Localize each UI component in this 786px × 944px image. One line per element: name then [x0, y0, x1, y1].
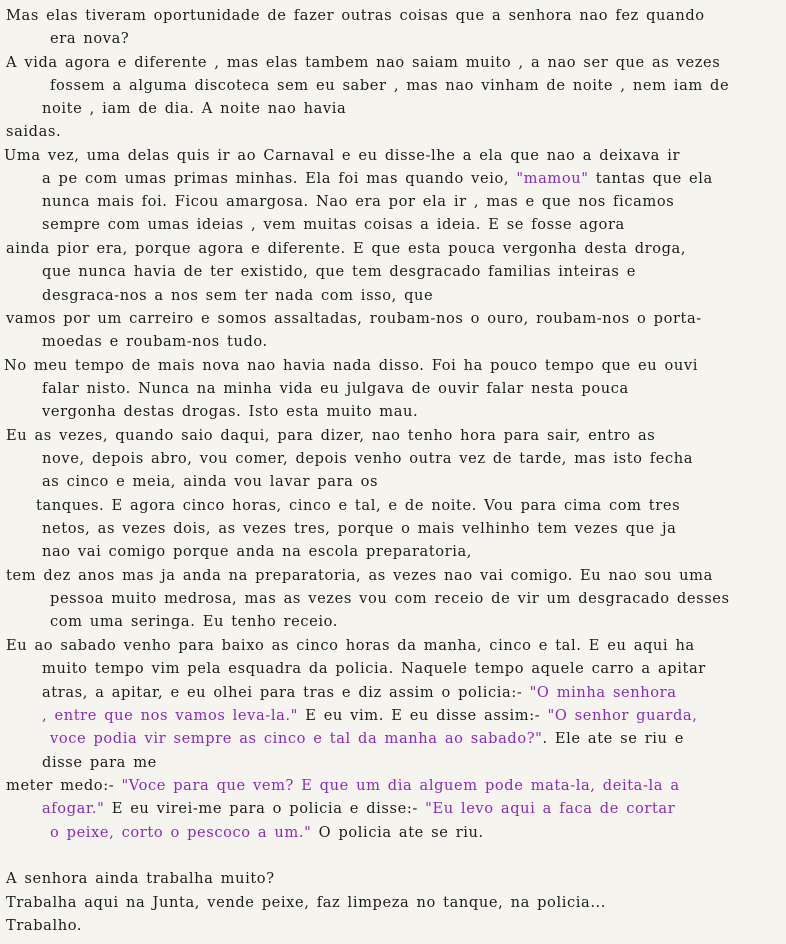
text-line: pessoa muito medrosa, mas as vezes vou com receio de vir um desgracado desses	[50, 590, 730, 607]
text-line: era nova?	[50, 30, 130, 47]
text-line: disse para me	[42, 754, 157, 771]
text-line: a pe com umas primas minhas. Ela foi mas quando veio, "mamou" tantas que ela	[42, 170, 713, 187]
text-line: Eu ao sabado venho para baixo as cinco horas da manha, cinco e tal. E eu aqui ha	[6, 637, 695, 654]
text-line: saidas.	[6, 123, 62, 140]
text-line: tanques. E agora cinco horas, cinco e tal, e de noite. Vou para cima com tres	[36, 497, 681, 514]
text-line: meter medo:- "Voce para que vem? E que um dia alguem pode mata-la, deita-la a	[6, 777, 680, 794]
text-line: fossem a alguma discoteca sem eu saber , mas nao vinham de noite , nem iam de	[50, 77, 730, 94]
text-line: , entre que nos vamos leva-la." E eu vim. E eu disse assim:- "O senhor guarda,	[42, 707, 698, 724]
text-line: atras, a apitar, e eu olhei para tras e diz assim o policia:- "O minha senhora	[42, 684, 677, 701]
text-line: afogar." E eu virei-me para o policia e disse:- "Eu levo aqui a faca de cortar	[42, 800, 676, 817]
answer-line: Trabalha aqui na Junta, vende peixe, faz limpeza no tanque, na policia...	[6, 894, 607, 911]
text-line: tem dez anos mas ja anda na preparatoria, as vezes nao vai comigo. Eu nao sou uma	[6, 567, 713, 584]
text-line: voce podia vir sempre as cinco e tal da manha ao sabado?". Ele ate se riu e	[50, 730, 685, 747]
text-line: Uma vez, uma delas quis ir ao Carnaval e eu disse-lhe a ela que nao a deixava ir	[4, 147, 681, 164]
text-line: vergonha destas drogas. Isto esta muito mau.	[42, 403, 419, 420]
question-line: A senhora ainda trabalha muito?	[6, 870, 275, 887]
quoted-speech: "Eu levo aqui a faca de cortar	[425, 800, 676, 817]
text-line: sempre com umas ideias , vem muitas coisas a ideia. E se fosse agora	[42, 216, 625, 233]
quoted-speech: "O senhor guarda,	[547, 707, 698, 724]
text-line: A vida agora e diferente , mas elas tambem nao saiam muito , a nao ser que as vezes	[6, 54, 721, 71]
answer-line: Trabalho.	[6, 917, 83, 934]
text-line: as cinco e meia, ainda vou lavar para os	[42, 473, 379, 490]
text-line: nove, depois abro, vou comer, depois venho outra vez de tarde, mas isto fecha	[42, 450, 694, 467]
text-line: nunca mais foi. Ficou amargosa. Nao era por ela ir , mas e que nos ficamos	[42, 193, 675, 210]
text-line: Eu as vezes, quando saio daqui, para dizer, nao tenho hora para sair, entro as	[6, 427, 656, 444]
quoted-speech: "Voce para que vem? E que um dia alguem pode mata-la, deita-la a	[121, 777, 680, 794]
text-line: o peixe, corto o pescoco a um." O policia ate se riu.	[50, 824, 484, 841]
text-line: com uma seringa. Eu tenho receio.	[50, 613, 338, 630]
text-line: desgraca-nos a nos sem ter nada com isso, que	[42, 287, 434, 304]
text-line: No meu tempo de mais nova nao havia nada disso. Foi ha pouco tempo que eu ouvi	[4, 357, 698, 374]
quoted-speech: afogar."	[42, 800, 105, 817]
text-line: noite , iam de dia. A noite nao havia	[42, 100, 347, 117]
text-line: moedas e roubam-nos tudo.	[42, 333, 268, 350]
text-line: nao vai comigo porque anda na escola preparatoria,	[42, 543, 473, 560]
text-line: falar nisto. Nunca na minha vida eu julgava de ouvir falar nesta pouca	[42, 380, 629, 397]
text-line: vamos por um carreiro e somos assaltadas, roubam-nos o ouro, roubam-nos o porta-	[6, 310, 702, 327]
text-line: que nunca havia de ter existido, que tem desgracado familias inteiras e	[42, 263, 636, 280]
text-line: muito tempo vim pela esquadra da policia. Naquele tempo aquele carro a apitar	[42, 660, 706, 677]
quoted-speech: "mamou"	[509, 170, 589, 187]
text-line: netos, as vezes dois, as vezes tres, porque o mais velhinho tem vezes que ja	[42, 520, 677, 537]
text-line: ainda pior era, porque agora e diferente. E que esta pouca vergonha desta droga,	[6, 240, 687, 257]
quoted-speech: , entre que nos vamos leva-la."	[42, 707, 298, 724]
quoted-speech: "O minha senhora	[529, 684, 677, 701]
text-line: Mas elas tiveram oportunidade de fazer outras coisas que a senhora nao fez quando	[6, 7, 705, 24]
quoted-speech: voce podia vir sempre as cinco e tal da manha ao sabado?"	[50, 730, 543, 747]
quoted-speech: o peixe, corto o pescoco a um."	[50, 824, 312, 841]
